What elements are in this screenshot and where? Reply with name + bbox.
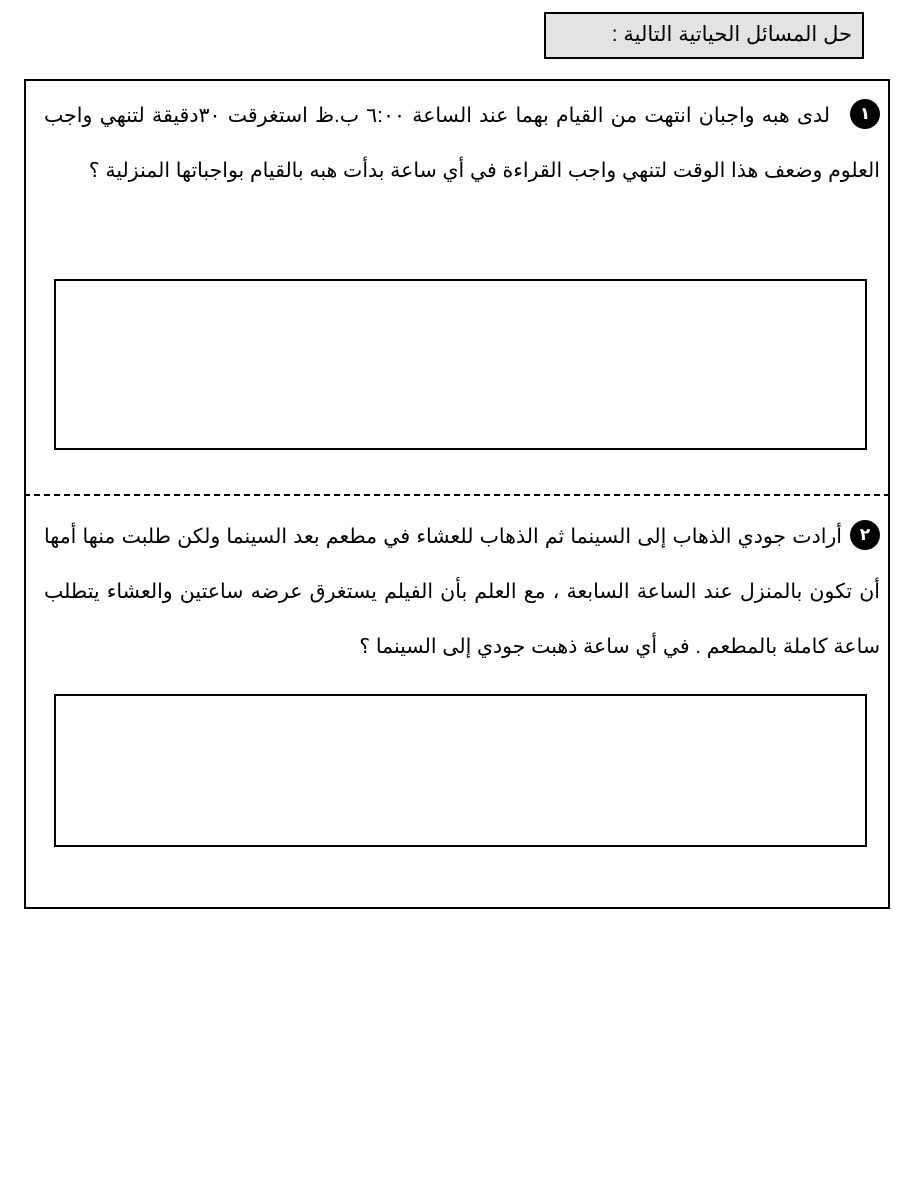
worksheet-frame	[24, 79, 890, 909]
question-number-badge: ١	[850, 99, 880, 129]
question-2	[44, 509, 880, 674]
page-title: حل المسائل الحياتية التالية :	[544, 12, 864, 59]
answer-box-2[interactable]	[54, 694, 867, 847]
question-1-text: لدى هبه واجبان انتهت من القيام بهما عند الساعة ٦:٠٠ ب.ظ استغرقت ٣٠دقيقة لتنهي واجب العلوم وضعف هذا الوقت لتنهي واجب القراءة في أي ساعة بدأت هبه بالقيام بواجباتها المنزلية ؟	[44, 104, 880, 182]
question-2-text: أرادت جودي الذهاب إلى السينما ثم الذهاب للعشاء في مطعم بعد السينما ولكن طلبت منها أمها أن تكون بالمنزل عند الساعة السابعة ، مع العلم بأن الفيلم يستغرق عرضه ساعتين والعشاء يتطلب ساعة كاملة بالمطعم . في أي ساعة ذهبت جودي إلى السينما ؟	[44, 525, 880, 658]
question-number-badge: ٢	[850, 520, 880, 550]
question-1	[44, 88, 880, 198]
dashed-divider	[24, 494, 890, 496]
answer-box-1[interactable]	[54, 279, 867, 450]
